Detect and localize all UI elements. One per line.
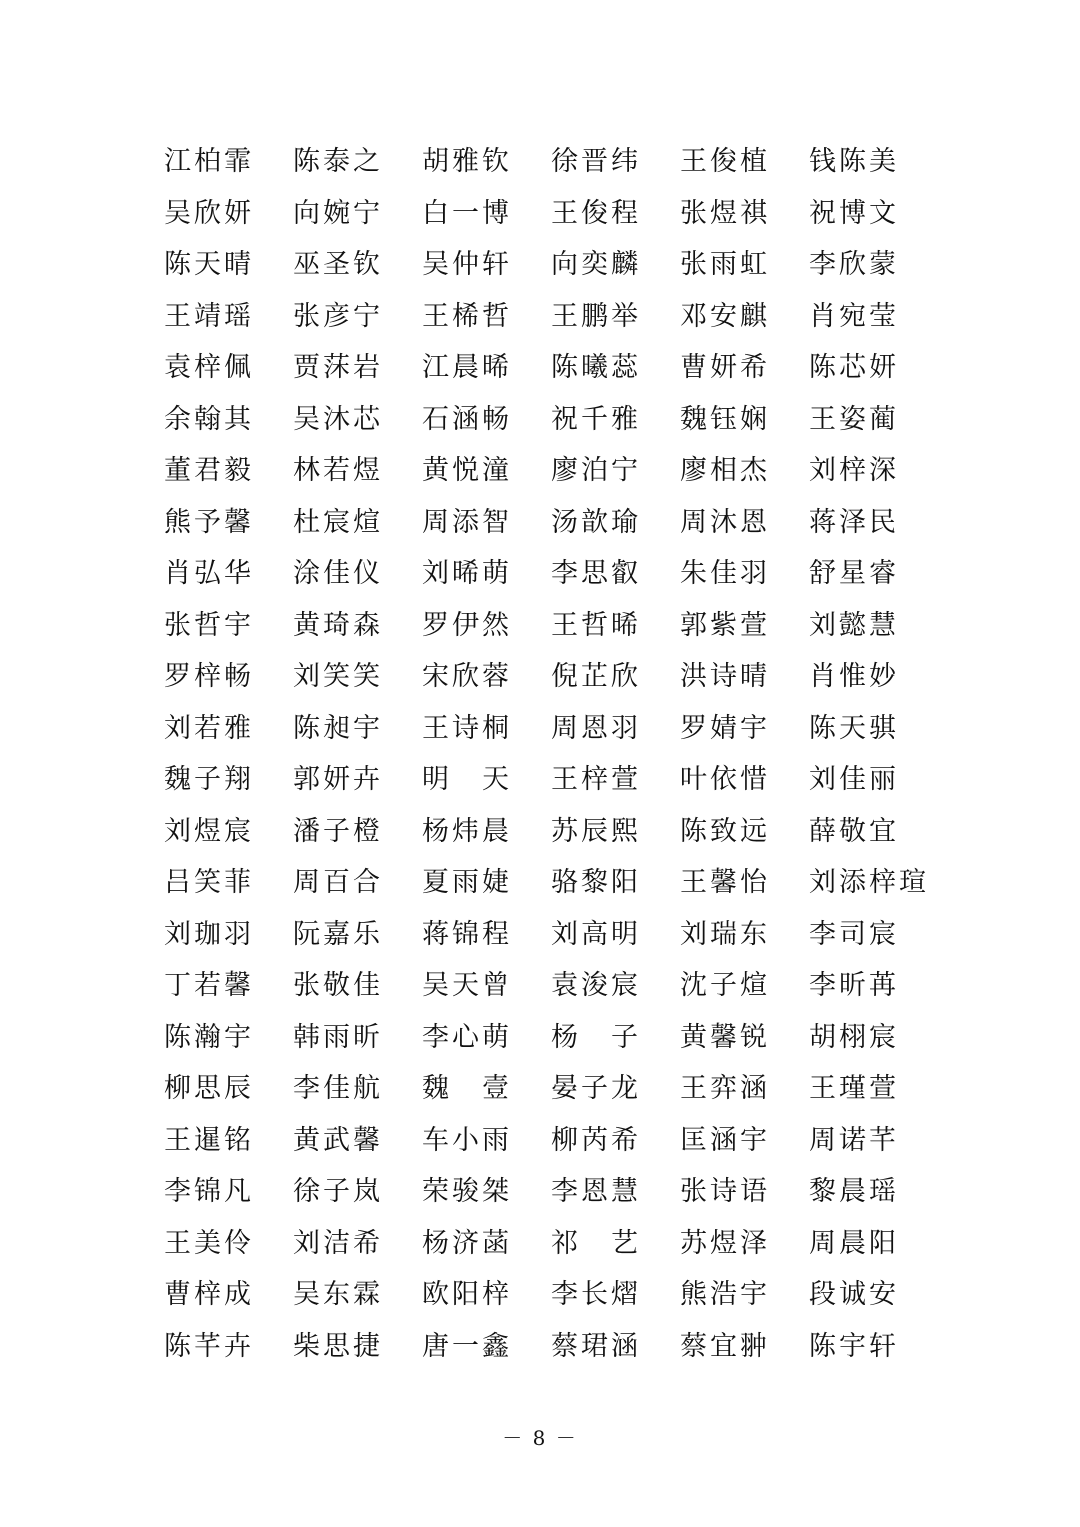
name-entry: 丁若馨	[164, 970, 254, 1001]
name-entry: 王暹铭	[164, 1124, 254, 1156]
name-entry: 肖宛莹	[809, 300, 899, 332]
name-entry: 董君毅	[164, 455, 254, 486]
name-entry: 张雨虹	[680, 249, 770, 280]
name-entry: 杨济菡	[422, 1227, 512, 1259]
name-entry: 肖惟妙	[809, 661, 899, 692]
name-entry: 张彦宁	[293, 300, 383, 332]
name-entry: 韩雨昕	[293, 1021, 383, 1053]
name-entry: 刘佳丽	[809, 764, 899, 795]
name-entry: 欧阳梓	[422, 1279, 512, 1310]
name-entry: 刘若雅	[164, 712, 254, 744]
name-entry: 罗伊然	[422, 609, 512, 641]
name-entry: 李欣蒙	[809, 249, 899, 280]
name-entry: 向奕麟	[551, 249, 641, 280]
name-entry: 向婉宁	[293, 197, 383, 229]
name-entry: 周沐恩	[680, 506, 770, 538]
name-entry: 张敬佳	[293, 970, 383, 1001]
name-entry: 陈昶宇	[293, 712, 383, 744]
name-entry: 吴沐芯	[293, 403, 383, 435]
name-entry: 唐一鑫	[422, 1330, 512, 1362]
name-entry: 陈宇轩	[809, 1330, 899, 1362]
name-entry: 黄悦潼	[422, 455, 512, 486]
name-entry: 余翰其	[164, 403, 254, 435]
name-entry: 李佳航	[293, 1073, 383, 1104]
name-entry: 李昕苒	[809, 970, 899, 1001]
name-entry: 刘珈羽	[164, 918, 254, 950]
name-entry: 吴欣妍	[164, 197, 254, 229]
name-entry: 黄馨锐	[680, 1021, 770, 1053]
name-entry: 薛敬宜	[809, 815, 899, 847]
name-entry: 魏钰娴	[680, 403, 770, 435]
name-entry: 祝博文	[809, 197, 899, 229]
name-entry: 刘笑笑	[293, 661, 383, 692]
name-entry: 骆黎阳	[551, 867, 641, 898]
name-entry: 张哲宇	[164, 609, 254, 641]
name-entry: 晏子龙	[551, 1073, 641, 1104]
name-entry: 林若煜	[293, 455, 383, 486]
name-entry: 王靖瑶	[164, 300, 254, 332]
name-entry: 黄武馨	[293, 1124, 383, 1156]
name-entry: 匡涵宇	[680, 1124, 770, 1156]
name-entry: 吴天曾	[422, 970, 512, 1001]
name-entry: 王姿蔺	[809, 403, 899, 435]
name-entry: 王桸哲	[422, 300, 512, 332]
name-entry: 李思叡	[551, 558, 641, 589]
name-entry: 周百合	[293, 867, 383, 898]
name-entry: 涂佳仪	[293, 558, 383, 589]
name-entry: 柳思辰	[164, 1073, 254, 1104]
name-entry: 陈曦蕊	[551, 352, 641, 383]
name-entry: 白一博	[422, 197, 512, 229]
name-entry: 刘晞萌	[422, 558, 512, 589]
name-entry: 曹妍希	[680, 352, 770, 383]
name-entry: 廖泊宁	[551, 455, 641, 486]
name-entry: 杨 子	[551, 1021, 641, 1053]
name-entry: 李司宸	[809, 918, 899, 950]
name-entry: 郭紫萱	[680, 609, 770, 641]
name-entry: 王哲晞	[551, 609, 641, 641]
name-entry: 王梓萱	[551, 764, 641, 795]
name-entry: 祁 艺	[551, 1227, 641, 1259]
name-entry: 罗婧宇	[680, 712, 770, 744]
name-entry: 熊予馨	[164, 506, 254, 538]
name-entry: 宋欣蓉	[422, 661, 512, 692]
name-entry: 杜宸煊	[293, 506, 383, 538]
name-entry: 吴东霖	[293, 1279, 383, 1310]
name-entry: 郭妍卉	[293, 764, 383, 795]
name-entry: 石涵畅	[422, 403, 512, 435]
name-entry: 曹梓成	[164, 1279, 254, 1310]
name-entry: 胡雅钦	[422, 146, 512, 177]
name-entry: 王俊程	[551, 197, 641, 229]
name-entry: 潘子橙	[293, 815, 383, 847]
name-entry: 陈天骐	[809, 712, 899, 744]
name-entry: 夏雨婕	[422, 867, 512, 898]
name-entry: 舒星睿	[809, 558, 899, 589]
name-entry: 陈致远	[680, 815, 770, 847]
name-entry: 李锦凡	[164, 1176, 254, 1207]
name-entry: 苏煜泽	[680, 1227, 770, 1259]
name-entry: 车小雨	[422, 1124, 512, 1156]
name-entry: 王鹏举	[551, 300, 641, 332]
name-entry: 贾莯岩	[293, 352, 383, 383]
name-entry: 邓安麒	[680, 300, 770, 332]
name-entry: 沈子煊	[680, 970, 770, 1001]
name-entry: 周添智	[422, 506, 512, 538]
name-entry: 刘瑞东	[680, 918, 770, 950]
name-entry: 徐子岚	[293, 1176, 383, 1207]
name-entry: 蔡宜翀	[680, 1330, 770, 1362]
name-entry: 陈泰之	[293, 146, 383, 177]
name-entry: 李恩慧	[551, 1176, 641, 1207]
name-entry: 柳芮希	[551, 1124, 641, 1156]
name-entry: 廖相杰	[680, 455, 770, 486]
name-entry: 王瑾萱	[809, 1073, 899, 1104]
name-entry: 明 天	[422, 764, 512, 795]
name-entry: 蒋锦程	[422, 918, 512, 950]
name-entry: 苏辰熙	[551, 815, 641, 847]
name-entry: 王俊植	[680, 146, 770, 177]
name-entry: 巫圣钦	[293, 249, 383, 280]
name-entry: 柴思捷	[293, 1330, 383, 1362]
name-entry: 阮嘉乐	[293, 918, 383, 950]
name-entry: 蒋泽民	[809, 506, 899, 538]
name-entry: 罗梓畅	[164, 661, 254, 692]
name-list-grid	[164, 136, 944, 1372]
name-entry: 钱陈美	[809, 146, 899, 177]
name-entry: 黄琦森	[293, 609, 383, 641]
name-entry: 陈瀚宇	[164, 1021, 254, 1053]
name-entry: 刘添梓瑄	[809, 867, 929, 898]
name-entry: 朱佳羽	[680, 558, 770, 589]
name-entry: 肖弘华	[164, 558, 254, 589]
name-entry: 荣骏桀	[422, 1176, 512, 1207]
name-entry: 刘洁希	[293, 1227, 383, 1259]
name-entry: 张诗语	[680, 1176, 770, 1207]
name-entry: 周诺芊	[809, 1124, 899, 1156]
name-entry: 周恩羽	[551, 712, 641, 744]
name-entry: 江柏霏	[164, 146, 254, 177]
name-entry: 陈芊卉	[164, 1330, 254, 1362]
name-entry: 黎晨瑶	[809, 1176, 899, 1207]
name-entry: 刘梓深	[809, 455, 899, 486]
name-entry: 陈天晴	[164, 249, 254, 280]
name-entry: 王诗桐	[422, 712, 512, 744]
name-entry: 蔡珺涵	[551, 1330, 641, 1362]
name-entry: 袁浚宸	[551, 970, 641, 1001]
name-entry: 熊浩宇	[680, 1279, 770, 1310]
name-entry: 祝千雅	[551, 403, 641, 435]
name-entry: 洪诗晴	[680, 661, 770, 692]
name-entry: 刘高明	[551, 918, 641, 950]
name-entry: 王弈涵	[680, 1073, 770, 1104]
name-entry: 胡栩宸	[809, 1021, 899, 1053]
name-entry: 王馨怡	[680, 867, 770, 898]
page-number: － 8 －	[502, 1426, 578, 1450]
name-entry: 汤歆瑜	[551, 506, 641, 538]
name-entry: 李心萌	[422, 1021, 512, 1053]
name-entry: 刘煜宸	[164, 815, 254, 847]
name-entry: 袁梓佩	[164, 352, 254, 383]
name-entry: 周晨阳	[809, 1227, 899, 1259]
name-entry: 徐晋纬	[551, 146, 641, 177]
name-entry: 江晨晞	[422, 352, 512, 383]
name-entry: 魏子翔	[164, 764, 254, 795]
name-entry: 张煜祺	[680, 197, 770, 229]
name-entry: 李长熠	[551, 1279, 641, 1310]
name-entry: 倪芷欣	[551, 661, 641, 692]
name-entry: 吴仲轩	[422, 249, 512, 280]
name-entry: 陈芯妍	[809, 352, 899, 383]
name-entry: 杨炜晨	[422, 815, 512, 847]
name-entry: 叶依惜	[680, 764, 770, 795]
name-entry: 段诚安	[809, 1279, 899, 1310]
name-entry: 魏 壹	[422, 1073, 512, 1104]
name-entry: 刘懿慧	[809, 609, 899, 641]
name-entry: 王美伶	[164, 1227, 254, 1259]
name-entry: 吕笑菲	[164, 867, 254, 898]
